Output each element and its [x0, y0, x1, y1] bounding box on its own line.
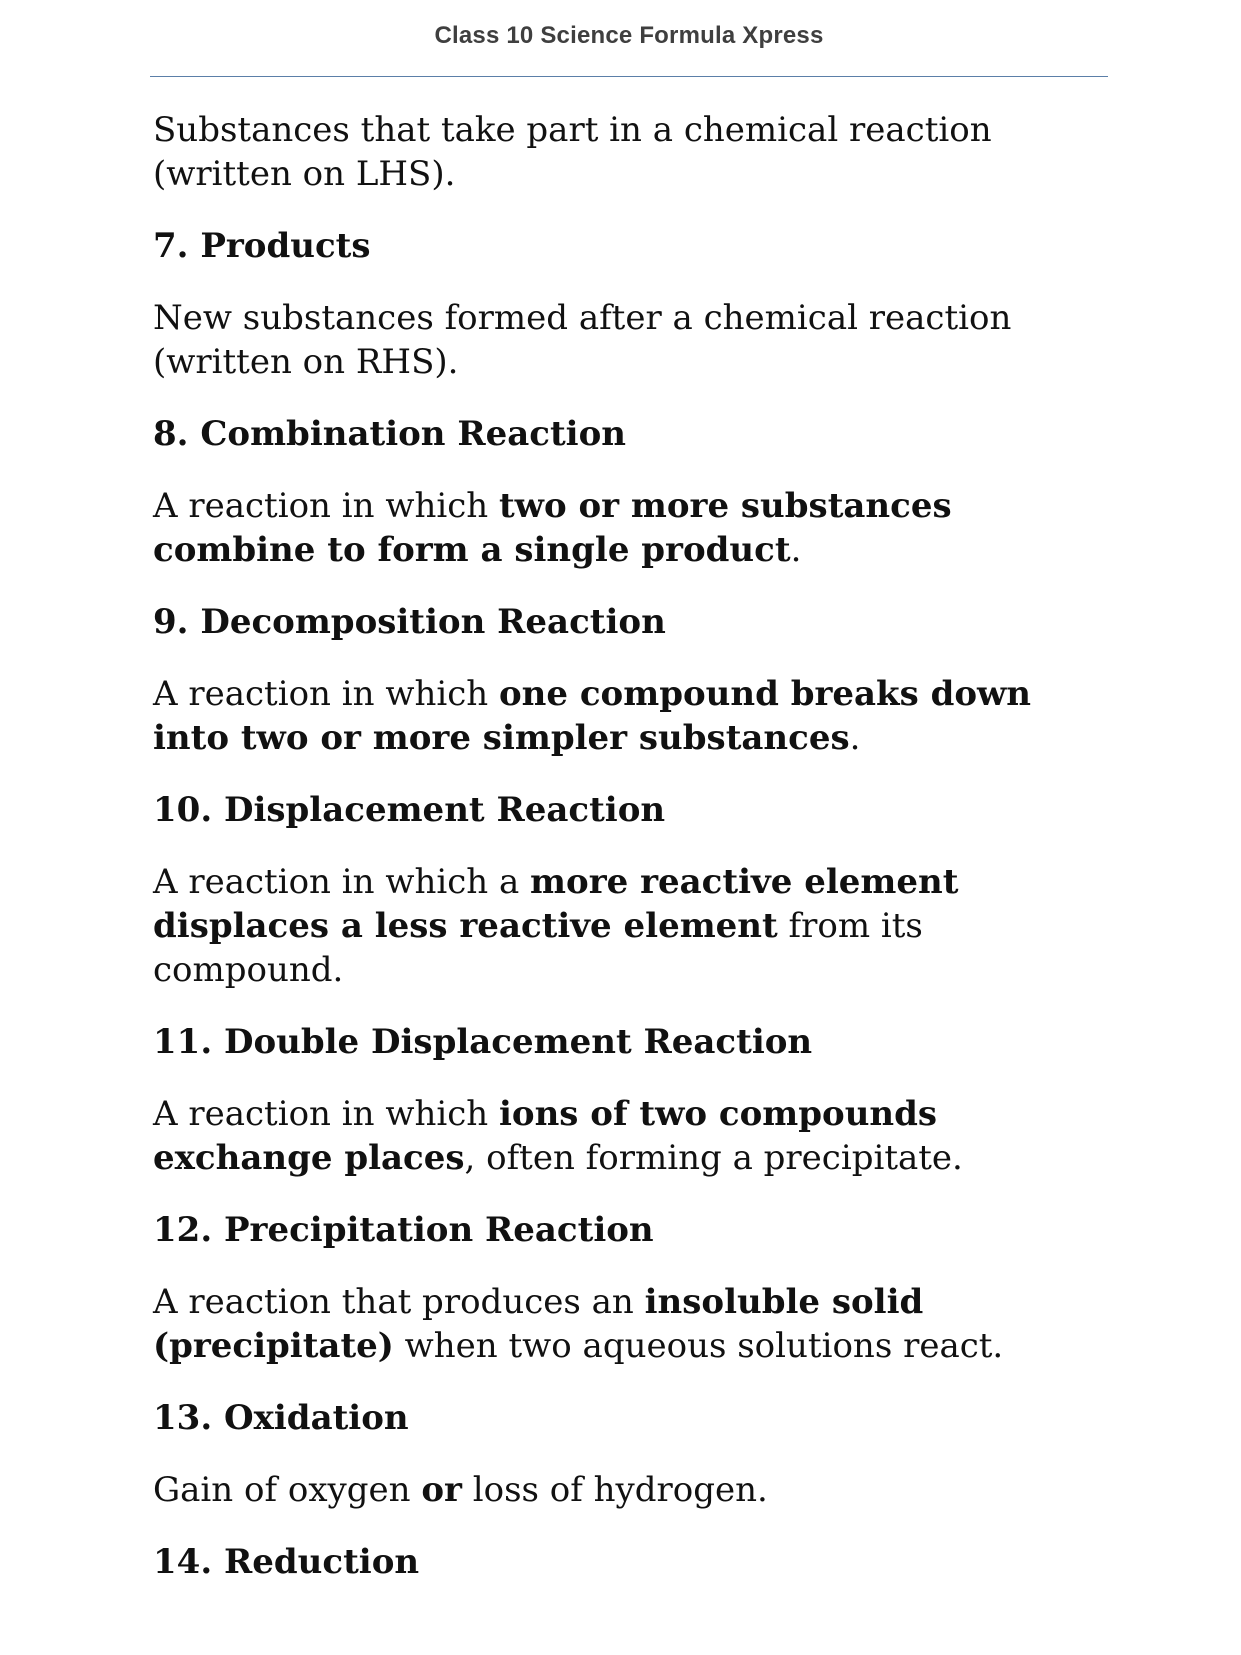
definition-text-end: when two aqueous solutions react. — [393, 1326, 1004, 1366]
definition-text-end: , often forming a precipitate. — [464, 1138, 963, 1178]
page-header: Class 10 Science Formula Xpress — [434, 22, 824, 49]
displacement-reaction-definition — [153, 860, 1113, 992]
heading-combination-reaction: 8. Combination Reaction — [153, 414, 626, 454]
combination-reaction-definition — [153, 484, 1113, 572]
oxidation-definition — [153, 1468, 1113, 1512]
definition-emphasis: or — [421, 1470, 462, 1510]
heading-oxidation: 13. Oxidation — [153, 1398, 409, 1438]
definition-text-end: . — [790, 530, 802, 570]
document-body — [153, 108, 1113, 1612]
definition-text: A reaction in which — [153, 674, 499, 714]
heading-precipitation-reaction: 12. Precipitation Reaction — [153, 1210, 654, 1250]
definition-text-end: . — [849, 718, 861, 758]
heading-reduction: 14. Reduction — [153, 1542, 420, 1582]
definition-emphasis: ions of two compounds exchange places — [153, 1094, 949, 1178]
double-displacement-reaction-definition — [153, 1092, 1113, 1180]
definition-emphasis: insoluble solid (precipitate) — [153, 1282, 936, 1366]
heading-displacement-reaction: 10. Displacement Reaction — [153, 790, 666, 830]
definition-emphasis: one compound breaks down into two or more simpler substances — [153, 674, 1043, 758]
products-text: New substances formed after a chemical reaction (written on RHS). — [153, 298, 1023, 382]
definition-emphasis: two or more substances combine to form a single product — [153, 486, 964, 570]
intro-text: Substances that take part in a chemical reaction (written on LHS). — [153, 110, 1003, 194]
definition-text-end: loss of hydrogen. — [461, 1470, 768, 1510]
definition-text: A reaction in which — [153, 486, 499, 526]
definition-text: A reaction that produces an — [153, 1282, 645, 1322]
heading-products: 7. Products — [153, 226, 371, 266]
definition-text: Gain of oxygen — [153, 1470, 422, 1510]
decomposition-reaction-definition — [153, 672, 1113, 760]
definition-text-end: from its compound. — [153, 906, 934, 990]
definition-emphasis: more reactive element displaces a less reactive element — [153, 862, 971, 946]
intro-paragraph — [153, 108, 1113, 196]
definition-text: A reaction in which — [153, 1094, 499, 1134]
products-definition — [153, 296, 1113, 384]
definition-text: A reaction in which a — [153, 862, 531, 902]
heading-decomposition-reaction: 9. Decomposition Reaction — [153, 602, 666, 642]
header-divider — [150, 76, 1108, 77]
precipitation-reaction-definition — [153, 1280, 1113, 1368]
heading-double-displacement-reaction: 11. Double Displacement Reaction — [153, 1022, 813, 1062]
